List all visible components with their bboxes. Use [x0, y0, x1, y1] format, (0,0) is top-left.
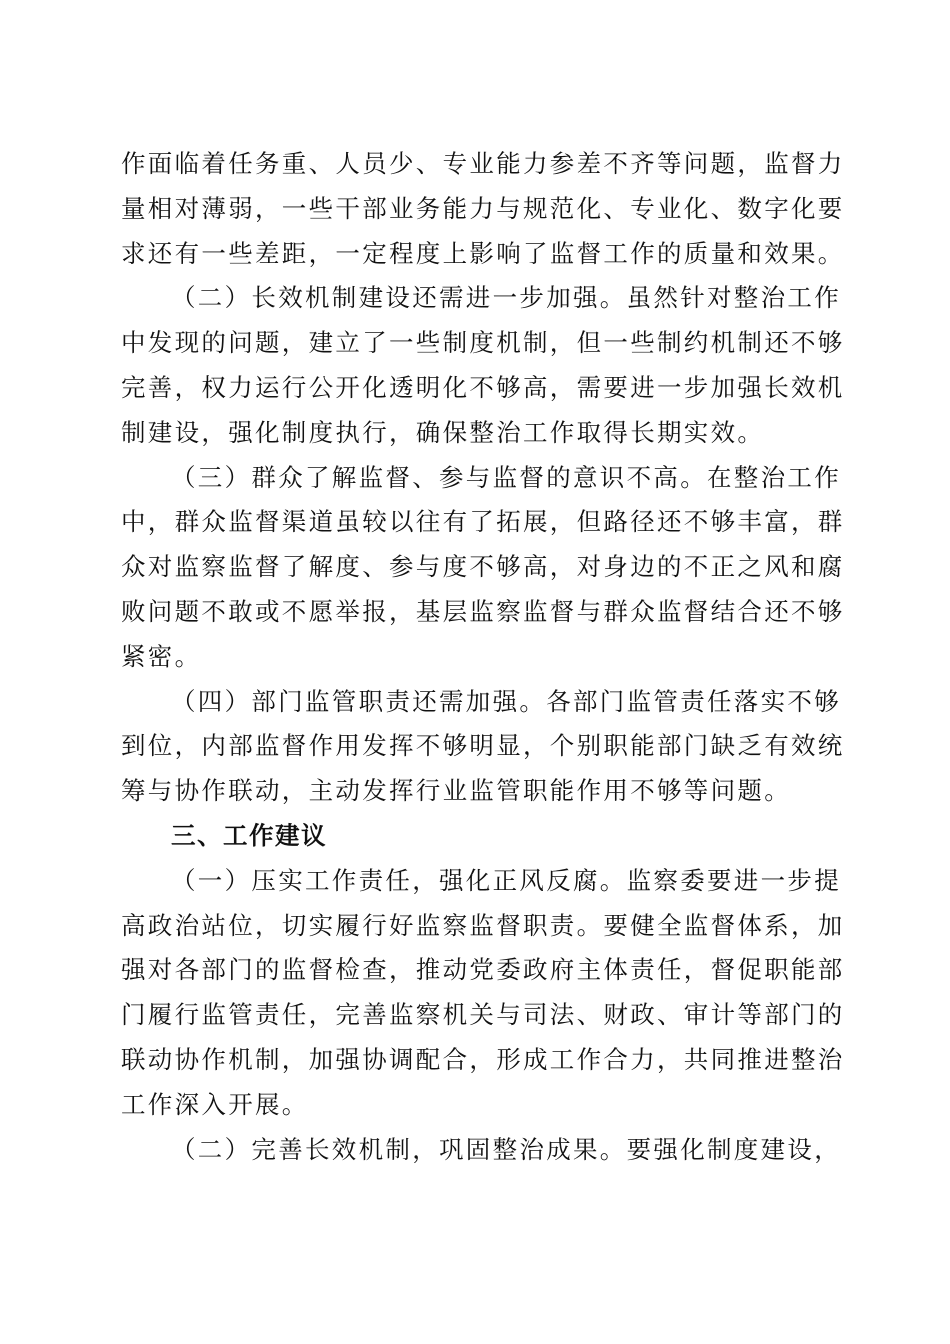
- body-line: 联动协作机制，加强协调配合，形成工作合力，共同推进整治: [121, 1044, 845, 1074]
- body-line: 门履行监管责任，完善监察机关与司法、财政、审计等部门的: [121, 1000, 845, 1030]
- body-line: 败问题不敢或不愿举报，基层监察监督与群众监督结合还不够: [121, 596, 845, 626]
- document-body: [121, 142, 845, 1172]
- body-line: （四）部门监管职责还需加强。各部门监管责任落实不够: [171, 686, 841, 716]
- section-heading: 三、工作建议: [171, 820, 327, 850]
- body-line: （二）完善长效机制，巩固整治成果。要强化制度建设，: [171, 1134, 841, 1164]
- body-line: 到位，内部监督作用发挥不够明显，个别职能部门缺乏有效统: [121, 731, 845, 761]
- body-line: 众对监察监督了解度、参与度不够高，对身边的不正之风和腐: [121, 552, 845, 582]
- body-line: 紧密。: [121, 641, 202, 671]
- body-line: 强对各部门的监督检查，推动党委政府主体责任，督促职能部: [121, 955, 845, 985]
- body-line: （三）群众了解监督、参与监督的意识不高。在整治工作: [171, 462, 841, 492]
- body-line: （一）压实工作责任，强化正风反腐。监察委要进一步提: [171, 865, 841, 895]
- body-line: 工作深入开展。: [121, 1089, 309, 1119]
- body-line: 作面临着任务重、人员少、专业能力参差不齐等问题，监督力: [121, 149, 845, 178]
- body-line: 筹与协作联动，主动发挥行业监管职能作用不够等问题。: [121, 776, 791, 806]
- body-line: 完善，权力运行公开化透明化不够高，需要进一步加强长效机: [121, 372, 845, 402]
- body-line: 中发现的问题，建立了一些制度机制，但一些制约机制还不够: [121, 328, 845, 358]
- body-line: 制建设，强化制度执行，确保整治工作取得长期实效。: [121, 417, 765, 447]
- body-line: 求还有一些差距，一定程度上影响了监督工作的质量和效果。: [121, 238, 845, 268]
- body-line: 高政治站位，切实履行好监察监督职责。要健全监督体系，加: [121, 910, 845, 940]
- body-line: （二）长效机制建设还需进一步加强。虽然针对整治工作: [171, 283, 841, 313]
- body-line: 中，群众监督渠道虽较以往有了拓展，但路径还不够丰富，群: [121, 507, 845, 537]
- body-line: 量相对薄弱，一些干部业务能力与规范化、专业化、数字化要: [121, 193, 845, 223]
